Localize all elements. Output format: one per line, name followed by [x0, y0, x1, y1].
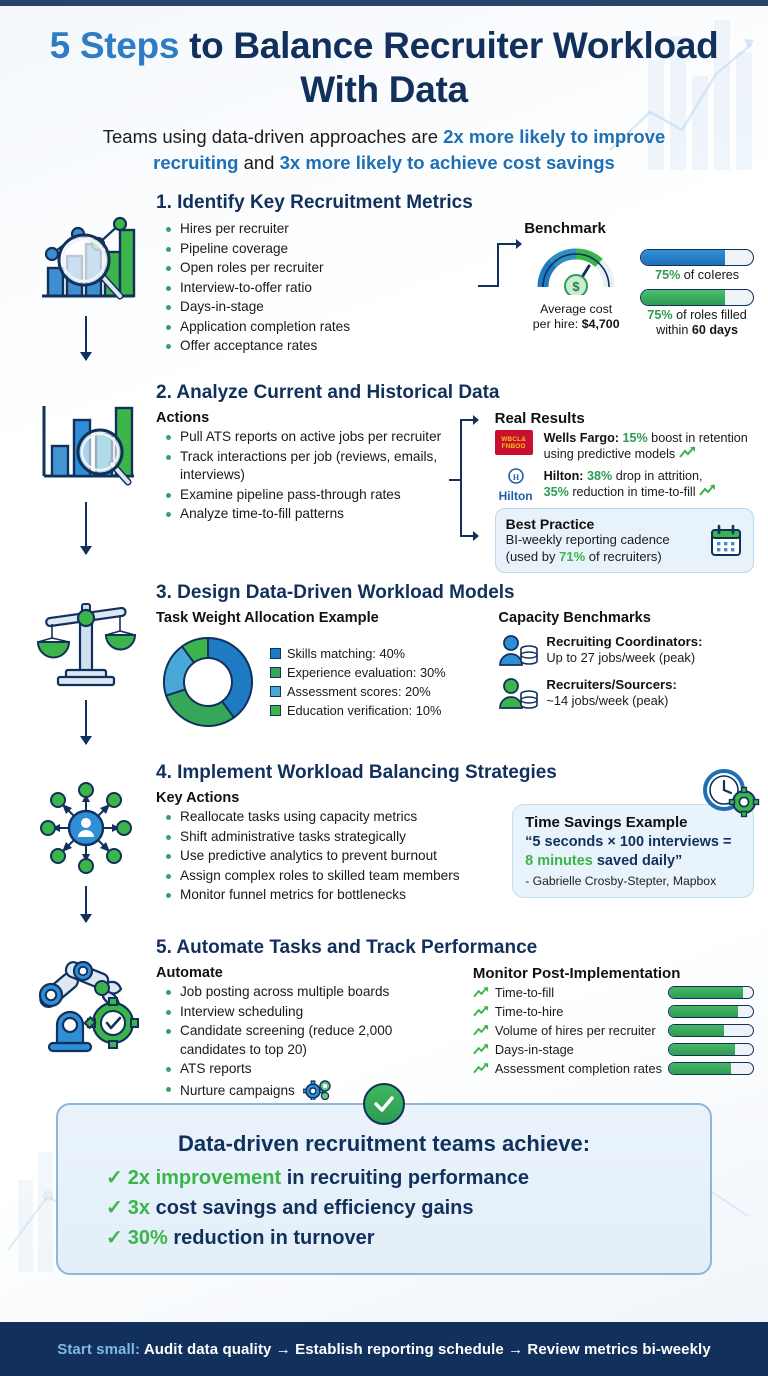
summary-item-highlight: 30% [127, 1227, 168, 1249]
trend-up-icon [473, 1024, 489, 1037]
summary-item-highlight: 2x improvement [127, 1167, 282, 1189]
summary-item [80, 1223, 688, 1253]
progress-track [668, 1062, 754, 1075]
person-database-blue-icon [498, 634, 538, 668]
task-weight-col [156, 610, 480, 734]
subtitle-part-c: and [238, 152, 280, 173]
monitor-row [473, 985, 754, 1000]
step-5-bullets [164, 983, 461, 1100]
list-item: Pipeline coverage [164, 240, 486, 259]
list-item: Hires per recruiter [164, 220, 486, 239]
calendar-icon [709, 524, 743, 558]
step-2-actions-col [156, 410, 463, 573]
step-2-bullets [164, 428, 463, 524]
bar-chart-magnifier-icon [34, 398, 138, 494]
subtitle-part-d: 3x more likely to achieve cost savings [279, 152, 615, 173]
list-item: Reallocate tasks using capacity metrics [164, 808, 498, 827]
step-5-icon-col [18, 937, 154, 1087]
hilton-mark-icon [505, 468, 527, 485]
capacity-role: Recruiting Coordinators: [546, 634, 703, 649]
list-item: Interview-to-offer ratio [164, 279, 486, 298]
check-icon: ✓ [106, 1167, 123, 1189]
person-database-green-icon [498, 677, 538, 711]
time-savings-attribution: - Gabrielle Crosby-Stepter, Mapbox [525, 874, 717, 888]
result-text-wells-fargo [544, 430, 754, 462]
benchmark-bar-2 [640, 289, 754, 338]
step-5 [0, 937, 768, 1098]
trend-up-icon [473, 986, 489, 999]
capacity-role: Recruiters/Sourcers: [546, 677, 677, 692]
capacity-detail: Up to 27 jobs/week (peak) [546, 650, 696, 665]
legend-label: Assessment scores: 20% [287, 684, 431, 699]
benchmark-bar-2-line2b: 60 days [691, 323, 739, 337]
real-results-heading: Real Results [494, 410, 585, 427]
progress-track [668, 1005, 754, 1018]
legend-label: Skills matching: 40% [287, 646, 406, 661]
step-1-bullets [164, 220, 486, 356]
list-item: Track interactions per job (reviews, emails, interviews) [164, 448, 463, 485]
step-4-body [154, 762, 754, 937]
robot-arm-gear-icon [31, 961, 141, 1053]
legend-label: Experience evaluation: 30% [287, 665, 446, 680]
title-highlight: 5 Steps [49, 25, 180, 66]
best-practice-line1: BI-weekly reporting cadence [505, 532, 670, 547]
step-5-body [154, 937, 754, 1098]
benchmark-bar-1 [640, 249, 754, 283]
trend-up-icon [473, 1043, 489, 1056]
result-text-hilton [544, 468, 754, 500]
subtitle [40, 124, 728, 176]
summary-item [80, 1163, 688, 1193]
network-person-icon [36, 778, 136, 878]
monitor-row [473, 1061, 754, 1076]
gauge-caption-line1: Average cost [540, 302, 613, 316]
title-rest: to Balance Recruiter Workload With Data [179, 25, 719, 110]
list-item: Job posting across multiple boards [164, 983, 461, 1002]
list-item: Offer acceptance rates [164, 337, 486, 356]
summary-title: Data-driven recruitment teams achieve: [177, 1131, 591, 1156]
bar-chart-magnifier-icon [34, 208, 138, 308]
legend-item [270, 701, 446, 720]
list-item: Pull ATS reports on active jobs per recruiter [164, 428, 463, 447]
donut-slice [166, 689, 234, 726]
monitor-row [473, 1004, 754, 1019]
progress-fill [669, 1063, 731, 1074]
step-4-title: 4. Implement Workload Balancing Strategies [156, 762, 557, 783]
gauge-caption-line2: per hire: [532, 317, 582, 331]
check-glyph-icon [372, 1092, 396, 1116]
trend-up-icon [699, 484, 716, 497]
quote-highlight: 8 minutes [525, 853, 593, 869]
benchmark-bar-2-pct: 75% [647, 308, 673, 322]
step-2-title: 2. Analyze Current and Historical Data [156, 382, 500, 403]
step-1-body [154, 192, 754, 382]
footer-steps: Audit data quality → Establish reporting schedule → Review metrics bi-weekly [140, 1340, 711, 1358]
trend-up-icon [473, 1062, 489, 1075]
real-results-panel [471, 410, 754, 573]
step-5-title: 5. Automate Tasks and Track Performance [156, 937, 538, 958]
capacity-row-recruiters [498, 677, 754, 711]
step-2-icon-col [18, 382, 154, 582]
step-4 [0, 762, 768, 937]
step-1-arrow [85, 316, 87, 360]
monitor-label: Volume of hires per recruiter [494, 1023, 656, 1038]
quote-part-a: “5 seconds × 100 interviews = [525, 834, 732, 850]
list-item [164, 1080, 461, 1101]
legend-item [270, 663, 446, 682]
legend-swatch [270, 686, 281, 697]
summary-item-highlight: 3x [127, 1197, 151, 1219]
list-item-label: Nurture campaigns [180, 1082, 295, 1098]
step-4-bullets [164, 808, 498, 905]
step-4-actions-heading: Key Actions [156, 790, 240, 806]
capacity-text-recruiters [546, 677, 676, 709]
svg-text:H: H [512, 473, 519, 482]
step-4-icon-col [18, 762, 154, 937]
monitor-row [473, 1023, 754, 1038]
time-savings-quote [525, 833, 741, 871]
monitor-row [473, 1042, 754, 1057]
list-item: Days-in-stage [164, 298, 486, 317]
page-title [40, 24, 728, 112]
benchmark-bars [640, 239, 754, 344]
best-practice-pct: 71% [559, 548, 586, 564]
footer-lead: Start small: [57, 1340, 141, 1358]
gears-icon [303, 1080, 333, 1100]
result-row-hilton [495, 468, 754, 502]
header [0, 0, 768, 182]
step-3 [0, 582, 768, 762]
step-3-body [154, 582, 754, 762]
progress-fill [669, 1025, 724, 1036]
progress-track [668, 1043, 754, 1056]
time-savings-col [506, 790, 754, 906]
wells-fargo-logo-line2: FNBOO [501, 442, 526, 450]
progress-fill [641, 290, 725, 305]
list-item: Open roles per recruiter [164, 259, 486, 278]
list-item: Monitor funnel metrics for bottlenecks [164, 886, 498, 905]
list-item: Candidate screening (reduce 2,000 candidates to top 20) [164, 1022, 461, 1059]
monitor-label: Assessment completion rates [494, 1061, 662, 1076]
gauge-caption [522, 302, 630, 332]
legend-swatch [270, 648, 281, 659]
progress-track [640, 289, 754, 306]
check-circle-icon [363, 1083, 405, 1125]
gauge-value: $4,700 [581, 317, 620, 331]
monitor-label: Days-in-stage [494, 1042, 574, 1057]
step-1-icon-col [18, 192, 154, 382]
progress-fill [669, 1044, 735, 1055]
benchmark-heading: Benchmark [524, 220, 606, 237]
best-practice-box [495, 508, 754, 573]
quote-part-b: saved daily” [592, 853, 683, 869]
benchmark-panel [494, 220, 754, 357]
legend-swatch [270, 667, 281, 678]
benchmark-bar-1-label: of coIeres [680, 268, 740, 282]
summary-item-rest: cost savings and efficiency gains [150, 1197, 474, 1219]
progress-fill [669, 1006, 738, 1017]
step-4-actions-col [156, 790, 498, 906]
balance-scale-icon [36, 598, 136, 692]
result-company: Wells Fargo: [543, 431, 619, 445]
step-1 [0, 192, 768, 382]
summary-item-rest: in recruiting performance [281, 1167, 529, 1189]
step-3-arrow [85, 700, 87, 744]
hilton-logo-text: Hilton [498, 489, 533, 503]
monitor-label: Time-to-fill [494, 985, 555, 1000]
benchmark-bar-2-caption [640, 308, 754, 338]
monitor-label: Time-to-hire [494, 1004, 564, 1019]
best-practice-line2a: (used by [505, 548, 560, 564]
capacity-detail: ~14 jobs/week (peak) [546, 693, 669, 708]
time-savings-title: Time Savings Example [525, 814, 688, 831]
subtitle-part-b: 2x more likely to improve recruiting [153, 126, 666, 173]
summary-section [56, 1103, 712, 1275]
trend-up-icon [473, 1005, 489, 1018]
legend-swatch [270, 705, 281, 716]
trend-up-icon [679, 446, 696, 459]
capacity-row-coordinators [498, 634, 754, 668]
list-item: Shift administrative tasks strategically [164, 828, 498, 847]
best-practice-title: Best Practice [505, 516, 595, 532]
benchmark-bar-2-label: of roles filled [672, 308, 747, 322]
capacity-heading: Capacity Benchmarks [498, 610, 651, 626]
step-2-arrow [85, 502, 87, 554]
progress-track [668, 986, 754, 999]
result-company: Hilton: [543, 469, 584, 483]
connector-arrow-icon [476, 234, 522, 292]
result-stat: 38% [583, 469, 613, 483]
list-item: Interview scheduling [164, 1003, 461, 1022]
progress-fill [669, 987, 743, 998]
legend-item [270, 682, 446, 701]
result-detail-2: reduction in time-to-fill [568, 485, 696, 499]
steps-container [0, 192, 768, 1098]
donut-chart [156, 630, 260, 734]
list-item: Use predictive analytics to prevent burnout [164, 847, 498, 866]
task-weight-heading: Task Weight Allocation Example [156, 610, 379, 626]
wells-fargo-logo [495, 430, 537, 455]
connector-bracket-icon [449, 414, 479, 544]
progress-fill [641, 250, 725, 265]
hilton-logo [495, 468, 537, 502]
step-3-icon-col [18, 582, 154, 762]
footer-bar [0, 1322, 768, 1376]
monitor-heading: Monitor Post-Implementation [472, 965, 681, 982]
donut-legend [270, 644, 446, 720]
summary-box [56, 1103, 712, 1275]
benchmark-bar-1-pct: 75% [655, 268, 681, 282]
summary-item [80, 1193, 688, 1223]
capacity-text-coordinators [546, 634, 702, 666]
legend-label: Education verification: 10% [287, 703, 442, 718]
result-stat-2: 35% [543, 485, 569, 499]
summary-item-rest: reduction in turnover [167, 1227, 375, 1249]
step-1-title: 1. Identify Key Recruitment Metrics [156, 192, 473, 213]
step-3-title: 3. Design Data-Driven Workload Models [156, 582, 515, 603]
step-4-arrow [85, 886, 87, 922]
check-icon: ✓ [106, 1197, 123, 1219]
automate-heading: Automate [156, 965, 223, 981]
best-practice-line2b: of recruiters) [585, 548, 662, 564]
result-detail: drop in attrition, [612, 469, 703, 483]
list-item: ATS reports [164, 1060, 461, 1079]
result-row-wells-fargo [495, 430, 754, 462]
result-stat: 15% [618, 431, 648, 445]
gauge-widget [522, 239, 630, 332]
best-practice-text [506, 532, 701, 565]
progress-track [668, 1024, 754, 1037]
list-item: Application completion rates [164, 318, 486, 337]
progress-track [640, 249, 754, 266]
clock-gear-icon [700, 768, 760, 822]
step-2-body [154, 382, 754, 582]
svg-text:$: $ [572, 279, 580, 294]
list-item: Assign complex roles to skilled team members [164, 867, 498, 886]
donut-chart-widget [156, 630, 480, 734]
step-1-bullets-col [156, 220, 486, 357]
list-item: Examine pipeline pass-through rates [164, 486, 463, 505]
benchmark-bar-2-line2a: within [656, 323, 692, 337]
capacity-benchmarks-col [488, 610, 754, 734]
gauge-icon [535, 239, 617, 295]
wells-fargo-logo-line1: WBCL& [501, 435, 527, 443]
subtitle-part-a: Teams using data-driven approaches are [102, 126, 444, 147]
footer-text [57, 1341, 711, 1358]
automate-col [156, 965, 461, 1101]
monitor-col [469, 965, 754, 1101]
step-2 [0, 382, 768, 582]
result-detail: boost in retention using predictive models [543, 431, 748, 461]
legend-item [270, 644, 446, 663]
step-2-actions-heading: Actions [156, 410, 210, 426]
benchmark-bar-1-caption [640, 268, 754, 283]
list-item: Analyze time-to-fill patterns [164, 505, 463, 524]
check-icon: ✓ [106, 1227, 123, 1249]
